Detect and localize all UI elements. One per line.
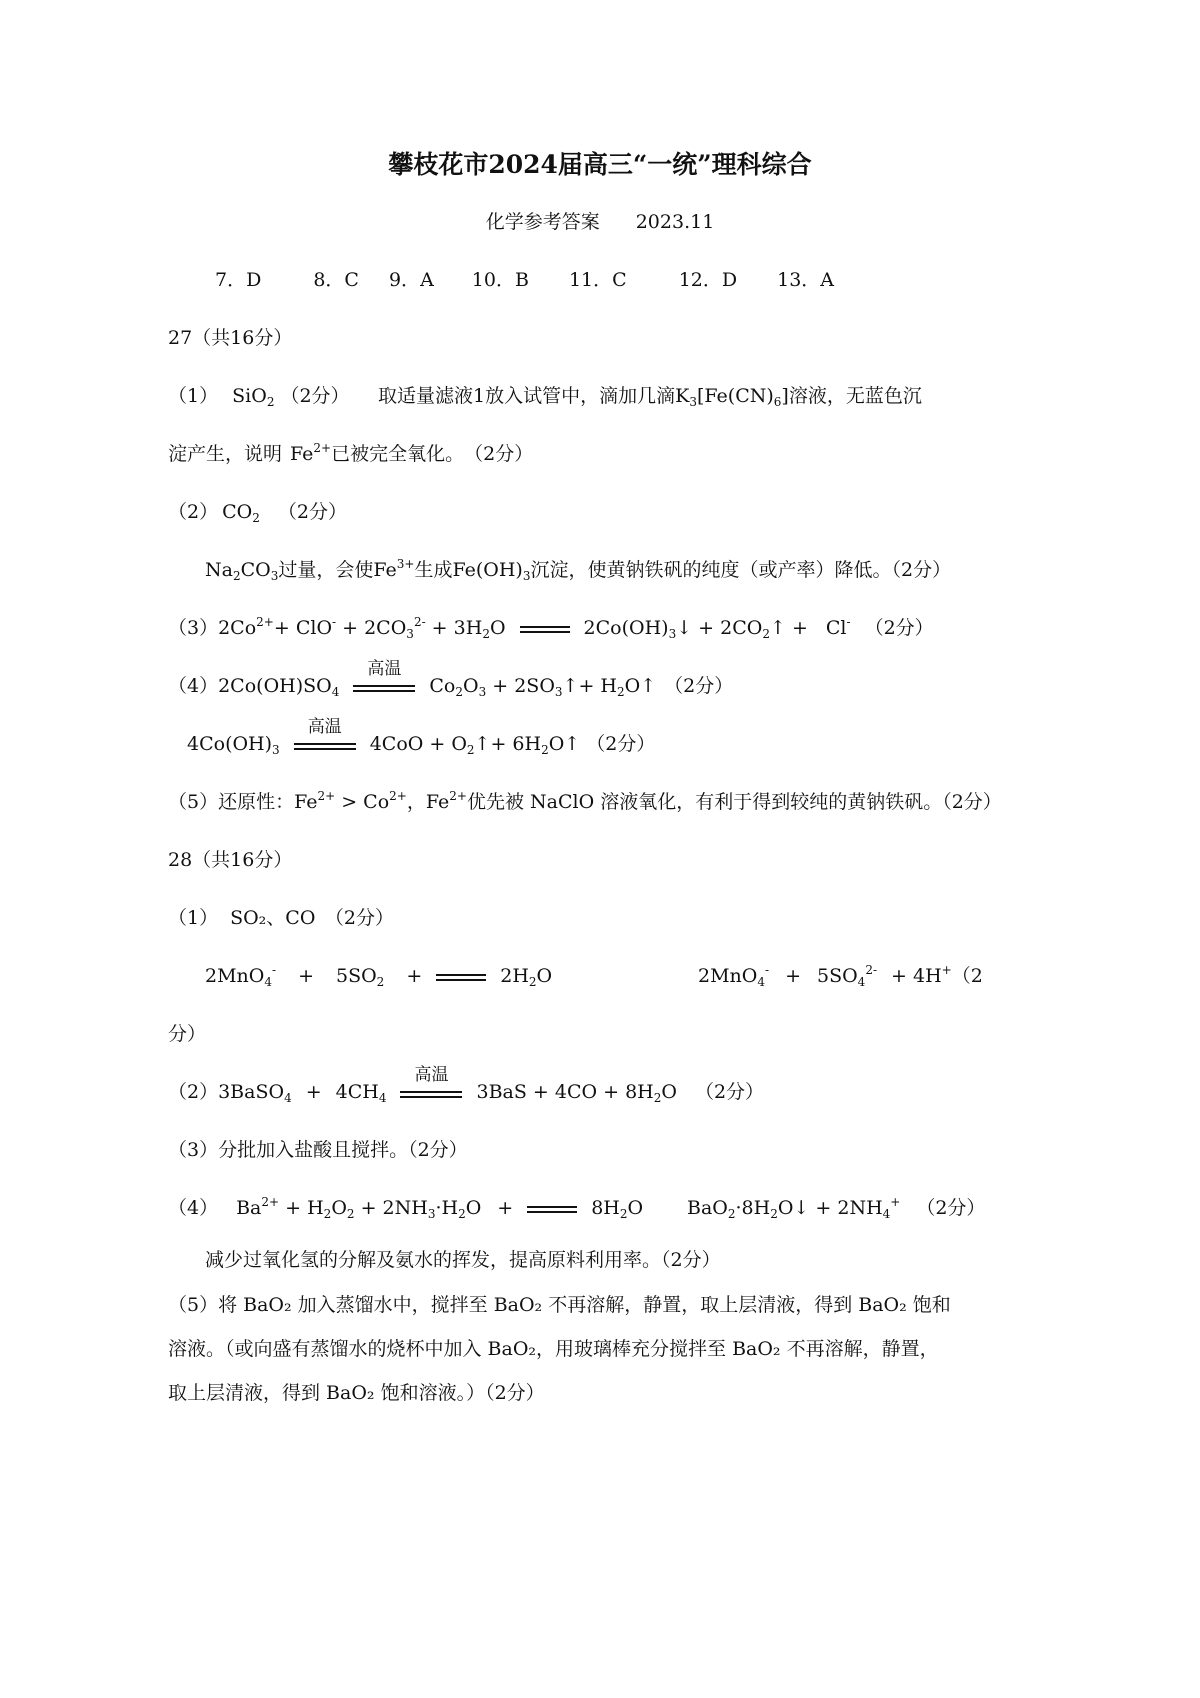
equals-sign: [520, 626, 570, 633]
q28-part5-line1: （5）将 BaO₂ 加入蒸馏水中，搅拌至 BaO₂ 不再溶解，静置，取上层清液，得到 BaO₂ 饱和: [168, 1294, 951, 1316]
page-title: 攀枝花市2024届高三“一统”理科综合: [388, 150, 812, 179]
q28-part4-note: 减少过氧化氢的分解及氨水的挥发，提高原料利用率。（2分）: [205, 1249, 721, 1271]
q28-part5-line2: 溶液。（或向盛有蒸馏水的烧杯中加入 BaO₂，用玻璃棒充分搅拌至 BaO₂ 不再溶解，静置，: [168, 1338, 939, 1360]
q27-part2: （2） $CO_2$ （2分）: [168, 501, 347, 525]
q28-part2-equation: （2）3BaSO$_4$ + $4CH_4$ 高温 $3BaS + 4CO + 8H_2O$ （2分）: [168, 1065, 765, 1105]
choice-item: 7．D: [215, 269, 262, 291]
choice-item: 12．D: [678, 269, 738, 291]
q27-heading: 27（共16分）: [168, 327, 293, 349]
equals-sign: [436, 974, 486, 981]
q28-part3: （3）分批加入盐酸且搅拌。（2分）: [168, 1139, 468, 1161]
q27-part4-equation-a: $(4)2Co(OH)SO_4$ 高温 $Co_2O_3$ + $2SO_3↑+$ $H_2O↑$ （2分）: [168, 659, 734, 699]
choice-item: 9．A: [388, 269, 434, 291]
equals-sign: [527, 1206, 577, 1213]
q28-part1-equation-right: $2MnO_4^- + 5SO_4^{2-} + 4H^+(2$: [698, 963, 983, 989]
subtitle-line: [0, 213, 1200, 232]
q27-part1: （1） SiO$_2$ （2分） 取适量滤液1放入试管中，滴加几滴$K_3[Fe(CN)_6]$溶液，无蓝色沉: [168, 385, 922, 409]
choice-item: 13．A: [777, 269, 835, 291]
q27-part4-equation-b: $4Co(OH)_3$ 高温 $4CoO + O_2↑+$ $6H_2O↑$ （2分）: [187, 717, 656, 757]
reaction-condition-arrow: 高温: [400, 1089, 462, 1097]
choice-item: 11．C: [568, 269, 627, 291]
choice-answers: [215, 271, 834, 290]
choice-item: 10．B: [471, 269, 529, 291]
q28-part1-score-cont: 分）: [168, 1023, 207, 1045]
q28-part4-equation-left: （4） $Ba^{2+} + H_2O_2 + 2NH_3\cdot H_2O + 8H_2O$: [168, 1195, 644, 1221]
q27-part1-cont: 淀产生，说明 $Fe^{2+}$已被完全氧化。 （2分）: [168, 441, 534, 465]
choice-item: 8．C: [313, 269, 359, 291]
q28-heading: 28（共16分）: [168, 849, 293, 871]
q28-part1: （1） SO₂、CO （2分）: [168, 907, 395, 929]
q28-part5-line3: 取上层清液，得到 BaO₂ 饱和溶液。）（2分）: [168, 1382, 545, 1404]
reaction-condition-arrow: 高温: [294, 741, 356, 749]
date: 2023.11: [635, 211, 715, 233]
q27-part5: （5）还原性：$Fe^{2+} > Co^{2+}$，$Fe^{2+}$优先被 NaClO 溶液氧化，有利于得到较纯的黄钠铁矾。（2分）: [168, 789, 1002, 813]
q27-part3-equation: $(3)2Co^{2+}+ ClO^- + 2CO_3^{2-} + 3H_2O$ $2Co(OH)_3↓$ + $2CO_2↑ + Cl^-$ （2分）: [168, 615, 934, 641]
reaction-condition-arrow: 高温: [353, 683, 415, 691]
q28-part1-equation-left: $2MnO_4^- + 5SO_2 + 2H_2O$: [205, 963, 553, 989]
q28-part4-equation-right: $BaO_2\cdot 8H_2O↓ + 2NH_4^+$ （2分）: [687, 1195, 986, 1221]
q27-part2-text: $Na_2CO_3$过量，会使$Fe^{3+}$生成$Fe(OH)_3$沉淀，使黄钠铁矾的纯度（或产率）降低。（2分）: [205, 557, 952, 583]
subtitle: 化学参考答案: [485, 211, 600, 233]
